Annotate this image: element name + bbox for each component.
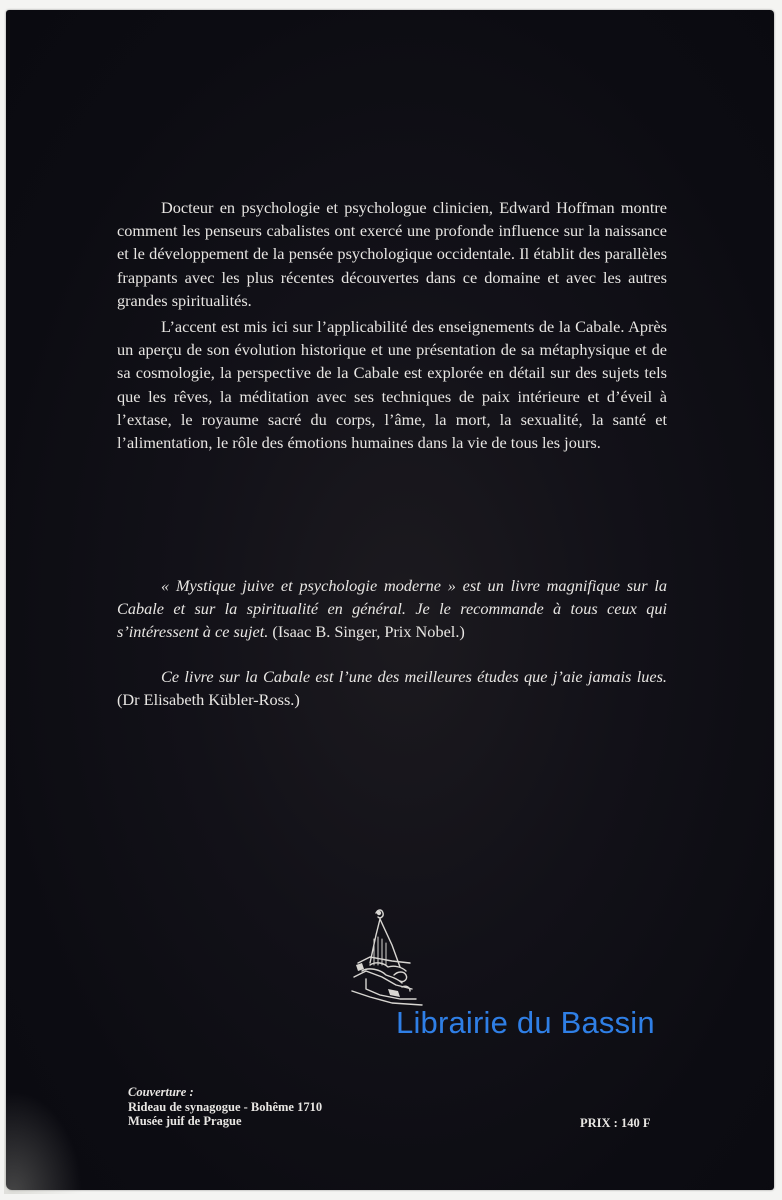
description-paragraph-2: L’accent est mis ici sur l’applicabilité des enseignements de la Cabale. Après un aperçu de son évolution historique et une présentation de sa métaphysique et de sa cosmologie, la perspective de la Cabale est explorée en détail sur des sujets tels que les rêves, la méditation avec ses techniques de paix intérieure et d’éveil à l’extase, le royaume sacré du corps, l’âme, la mort, la sexualité, la santé et l’alimentation, le rôle des émotions humaines dans la vie de tous les jours.	[117, 317, 667, 453]
cover-credits-label: Couverture :	[128, 1085, 194, 1099]
quote-attribution: (Isaac B. Singer, Prix Nobel.)	[272, 622, 465, 642]
cover-credits	[128, 1085, 322, 1129]
price-label: PRIX : 140 F	[580, 1116, 651, 1130]
cover-credits-line-2: Musée juif de Prague	[128, 1114, 242, 1128]
endorsement-quote-2	[117, 665, 667, 711]
cover-credits-line-1: Rideau de synagogue - Bohême 1710	[128, 1099, 323, 1114]
publisher-emblem-icon	[340, 905, 432, 1015]
quote-text: « Mystique juive et psychologie moderne » est un livre magnifique sur la Cabale et sur la spiritualité en général. Je le recommande à tous ceux qui s’intéressent à ce sujet.	[117, 576, 667, 642]
bookseller-watermark: Librairie du Bassin	[396, 1005, 655, 1040]
endorsements	[117, 574, 667, 732]
book-description	[117, 196, 667, 457]
endorsement-quote-1	[117, 574, 667, 644]
description-paragraph-1: Docteur en psychologie et psychologue clinicien, Edward Hoffman montre comment les penseurs cabalistes ont exercé une profonde influence sur la naissance et le développement de la pensée psychologique occidentale. Il établit des parallèles frappants avec les plus récentes découvertes dans ce domaine et avec les autres grandes spiritualités.	[117, 198, 667, 310]
quote-attribution: (Dr Elisabeth Kübler-Ross.)	[117, 689, 300, 709]
quote-text: Ce livre sur la Cabale est l’une des meilleures études que j’aie jamais lues.	[161, 666, 667, 686]
